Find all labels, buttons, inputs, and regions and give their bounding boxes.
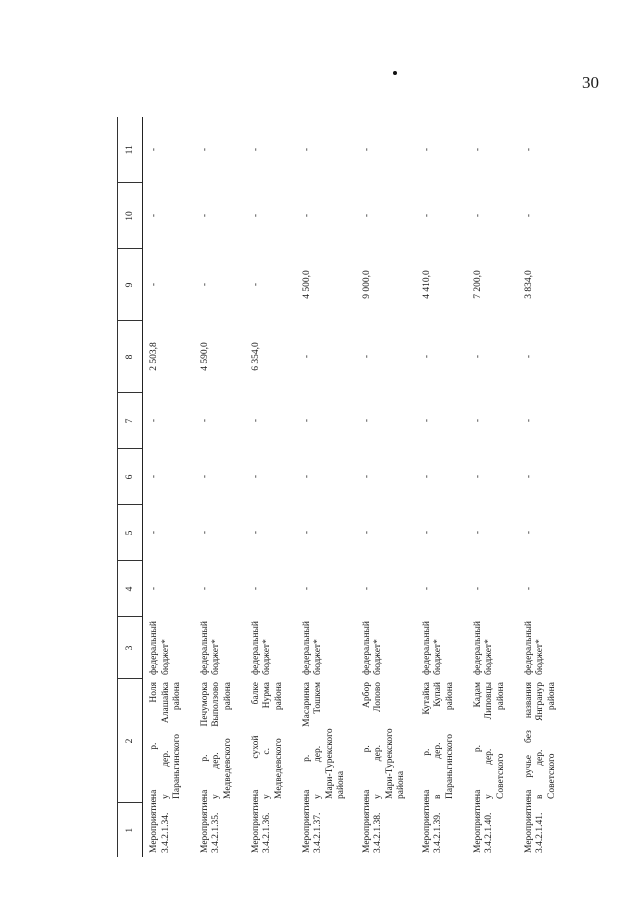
event-cell: Мероприятие 3.4.2.1.37. [301,798,323,853]
value-cell: - [199,474,210,479]
event-cell: Мероприятие 3.4.2.1.35. [199,798,221,853]
description-cell [245,679,296,803]
header-cell: 4 [118,561,143,617]
description-line: Медведевского района [222,682,233,799]
source-cell: федеральный бюджет* [421,621,443,675]
value-cell: 6 354,0 [250,342,261,371]
event-cell: Мероприятие 3.4.2.1.36. [250,798,272,853]
value-cell: - [523,530,534,535]
description-line: Мари-Турекского [324,728,335,799]
value-cell: - [361,530,372,535]
description-line: района [336,770,346,799]
value-cell: - [472,147,483,152]
value-cell: - [361,147,372,152]
value-cell: - [250,474,261,479]
description-line: у дер. Тошкем [313,682,323,799]
table-row [296,117,356,857]
header-cell: 2 [118,679,143,803]
header-cell: 10 [118,183,143,249]
description-cell [416,679,467,803]
value-cell: - [421,213,432,218]
value-cell: - [421,354,432,359]
value-cell: - [301,530,312,535]
value-cell: - [301,418,312,423]
value-cell: - [149,282,159,287]
table-row [143,117,194,857]
value-cell: - [523,147,534,152]
table-row [194,117,245,857]
value-cell: - [199,418,210,423]
value-cell: - [149,418,159,423]
description-line: Советского района [495,682,506,799]
description-line: на р. Масаринка [301,682,312,799]
description-line: у дер. Лопово [373,682,383,799]
value-cell: 4 590,0 [199,342,210,371]
value-cell: - [523,418,534,423]
value-cell: - [199,147,210,152]
table-row [518,117,569,857]
description-line: Медведевского района [273,682,284,799]
value-cell: - [361,586,372,591]
rotated-table-container [117,117,617,857]
value-cell: 2 503,8 [149,342,159,371]
source-cell: федеральный бюджет* [301,621,323,675]
description-cell [467,679,518,803]
source-cell: федеральный бюджет* [149,621,171,675]
value-cell: 4 500,0 [301,270,312,299]
header-cell: 8 [118,321,143,393]
header-cell: 5 [118,505,143,561]
description-line: в дер. Янгранур [535,682,545,799]
description-line: на сухой балке [250,682,261,799]
source-cell: федеральный бюджет* [472,621,494,675]
description-line: в дер. Купай [433,682,443,799]
value-cell: 7 200,0 [472,270,483,299]
description-cell [518,679,569,803]
header-cell: 9 [118,249,143,321]
value-cell: - [149,530,159,535]
table-row [467,117,518,857]
description-line: у дер. Алашайка [160,682,171,799]
value-cell: - [472,586,483,591]
value-cell: - [149,147,159,152]
description-line: Советского района [546,682,557,799]
event-cell: Мероприятие 3.4.2.1.38. [361,798,383,853]
header-cell: 11 [118,117,143,183]
value-cell: - [250,282,261,287]
value-cell: - [250,213,261,218]
description-cell [194,679,245,803]
value-cell: - [301,213,312,218]
value-cell: - [301,586,312,591]
header-cell: 6 [118,449,143,505]
page-number: 30 [582,73,599,92]
value-cell: - [301,474,312,479]
event-cell: Мероприятие 3.4.2.1.40. [472,798,494,853]
value-cell: - [301,147,312,152]
value-cell: 4 410,0 [421,270,432,299]
budget-table [117,117,569,857]
value-cell: - [361,213,372,218]
description-cell [296,679,356,803]
value-cell: - [472,354,483,359]
description-line: на р. Ноля [149,682,159,799]
value-cell: - [250,530,261,535]
description-line: на р. Печуморка [199,682,210,799]
value-cell: - [472,474,483,479]
value-cell: - [472,213,483,218]
value-cell: - [250,147,261,152]
description-line: у с. Нурма [262,682,272,799]
event-cell: Мероприятие 3.4.2.1.39. [421,798,443,853]
table-row [416,117,467,857]
description-cell [356,679,416,803]
description-line: на р. Кутайка [421,682,432,799]
value-cell: - [301,354,312,359]
event-cell: Мероприятие 3.4.2.1.34. [149,798,171,853]
value-cell: - [149,474,159,479]
description-line: Параньгинского района [444,682,455,799]
value-cell: - [421,418,432,423]
value-cell: - [523,474,534,479]
value-cell: - [199,530,210,535]
value-cell: - [199,586,210,591]
value-cell: 3 834,0 [523,270,534,299]
value-cell: - [149,586,159,591]
value-cell: - [149,213,159,218]
source-cell: федеральный бюджет* [250,621,272,675]
description-line: района [396,770,406,799]
stray-mark [393,71,397,75]
value-cell: - [472,530,483,535]
value-cell: - [523,354,534,359]
value-cell: - [361,474,372,479]
table-body [143,117,569,857]
event-cell: Мероприятие 3.4.2.1.41. [523,798,545,853]
description-line: на р. Кадам [472,682,483,799]
description-line: у дер. Выползово [211,682,221,799]
value-cell: - [250,418,261,423]
value-cell: - [421,586,432,591]
value-cell: - [523,586,534,591]
source-cell: федеральный бюджет* [361,621,383,675]
value-cell: - [523,213,534,218]
description-line: у дер. Липовцы [484,682,494,799]
description-line: на ручье без названия [523,682,534,799]
value-cell: - [421,147,432,152]
value-cell: - [361,418,372,423]
header-row [118,117,143,857]
source-cell: федеральный бюджет* [523,621,545,675]
value-cell: - [199,282,210,287]
source-cell: федеральный бюджет* [199,621,221,675]
description-line: Мари-Турекского [384,728,395,799]
description-line: на р. Арбор [361,682,372,799]
description-cell [143,679,194,803]
header-cell: 7 [118,393,143,449]
value-cell: - [250,586,261,591]
header-cell: 3 [118,617,143,679]
value-cell: - [199,213,210,218]
value-cell: - [421,474,432,479]
value-cell: - [472,418,483,423]
value-cell: - [421,530,432,535]
value-cell: 9 000,0 [361,270,372,299]
value-cell: - [361,354,372,359]
table-row [356,117,416,857]
table-row [245,117,296,857]
header-cell: 1 [118,803,143,857]
description-line: Параньгинского района [172,682,182,799]
